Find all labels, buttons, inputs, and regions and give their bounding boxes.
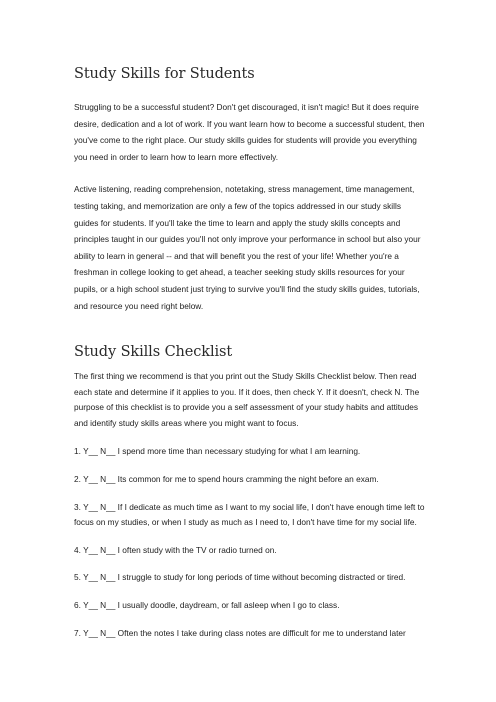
section-study-skills-for-students bbox=[74, 66, 426, 314]
section-study-skills-checklist bbox=[74, 344, 426, 653]
checklist-item: 2. Y__ N__ Its common for me to spend hours cramming the night before an exam. bbox=[74, 473, 379, 484]
checklist-item: 5. Y__ N__ I struggle to study for long periods of time without becoming distracted or tired. bbox=[74, 572, 406, 583]
intro-paragraph: Struggling to be a successful student? Don't get discouraged, it isn't magic! But it does require desire, dedication and a lot of work. If you want learn how to become a successful student, then you've come to the right place. Our study skills guides for students will provide you everything you need in order to learn how to learn more effectively. bbox=[74, 102, 425, 162]
section-title: Study Skills Checklist bbox=[74, 344, 233, 360]
checklist-item: 1. Y__ N__ I spend more time than necessary studying for what I am learning. bbox=[74, 446, 361, 457]
topics-paragraph: Active listening, reading comprehension, notetaking, stress management, time management, testing taking, and memorization are only a few of the topics addressed in our study skills guides for students. If you'll take the time to learn and apply the study skills concepts and principles taught in our guides you'll not only improve your performance in school but also your ability to learn in general -- and that will benefit you the rest of your life! Whether you're a freshman in college looking to get ahead, a teacher seeking study skills resources for your pupils, or a high school student just trying to survive you'll find the study skills guides, tutorials, and resource you need right below. bbox=[74, 184, 421, 311]
checklist-item: 6. Y__ N__ I usually doodle, daydream, or fall asleep when I go to class. bbox=[74, 599, 340, 610]
checklist-intro-paragraph: The first thing we recommend is that you print out the Study Skills Checklist below. Then read each state and determine if it applies to you. If it does, then check Y. If it doesn't, check N. The purpose of this checklist is to provide you a self assessment of your study habits and attitudes and identify study skills areas where you might want to focus. bbox=[74, 371, 420, 428]
checklist-item: 7. Y__ N__ Often the notes I take during class notes are difficult for me to understand later bbox=[74, 627, 406, 638]
checklist-item: 4. Y__ N__ I often study with the TV or radio turned on. bbox=[74, 544, 277, 555]
checklist-item: 3. Y__ N__ If I dedicate as much time as I want to my social life, I don't have enough time left to focus on my studies, or when I study as much as I need to, I don't have time for my social life. bbox=[74, 501, 425, 528]
section-title: Study Skills for Students bbox=[74, 66, 255, 82]
